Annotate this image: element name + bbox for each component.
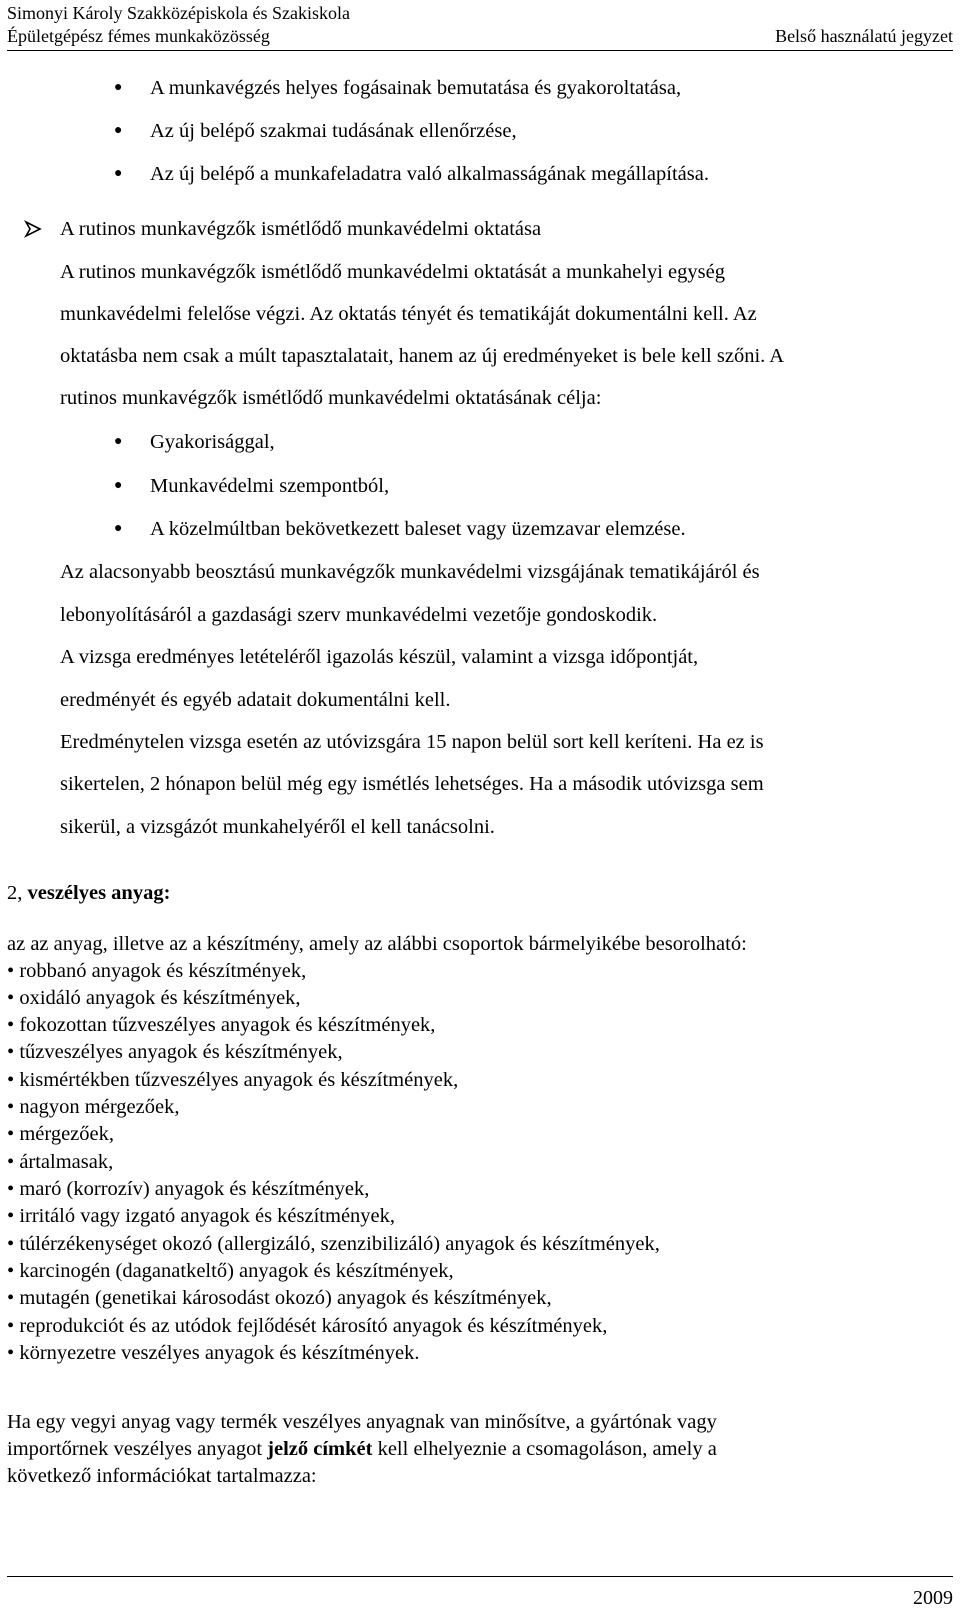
- paragraph-line: lebonyolításáról a gazdasági szerv munkavédelmi vezetője gondoskodik.: [60, 604, 658, 626]
- substance-item: • ártalmasak,: [7, 1151, 114, 1173]
- intro-line: az az anyag, illetve az a készítmény, amely az alábbi csoportok bármelyikébe besorolható:: [7, 933, 747, 955]
- substance-item: • robbanó anyagok és készítmények,: [7, 960, 307, 982]
- paragraph-line: munkavédelmi felelőse végzi. Az oktatás tényét és tematikáját dokumentálni kell. Az: [60, 303, 757, 325]
- list1-item: A munkavégzés helyes fogásainak bemutatása és gyakoroltatása,: [150, 77, 682, 99]
- heading-number: 2,: [7, 882, 28, 904]
- bullet-icon: ●: [114, 166, 123, 181]
- substance-item: • oxidáló anyagok és készítmények,: [7, 987, 301, 1009]
- heading-veszelyes-anyag: [7, 881, 170, 905]
- list2-item: A közelmúltban bekövetkezett baleset vagy üzemzavar elemzése.: [150, 518, 686, 540]
- header-school: Simonyi Károly Szakközépiskola és Szakiskola: [7, 3, 350, 23]
- paragraph-line: A rutinos munkavégzők ismétlődő munkavédelmi oktatását a munkahelyi egység: [60, 261, 725, 283]
- bullet-icon: ●: [114, 478, 123, 493]
- list1-item: Az új belépő szakmai tudásának ellenőrzése,: [150, 120, 517, 142]
- paragraph-line: eredményét és egyéb adatait dokumentálni kell.: [60, 689, 451, 711]
- heading-title: veszélyes anyag:: [27, 882, 171, 904]
- substance-item: • mérgezőek,: [7, 1123, 114, 1145]
- substance-item: • maró (korrozív) anyagok és készítmények,: [7, 1178, 370, 1200]
- substance-item: • mutagén (genetikai károsodást okozó) anyagok és készítmények,: [7, 1287, 552, 1309]
- substance-item: • irritáló vagy izgató anyagok és készítmények,: [7, 1205, 396, 1227]
- list2-item: Munkavédelmi szempontból,: [150, 475, 390, 497]
- paragraph-line: sikerül, a vizsgázót munkahelyéről el kell tanácsolni.: [60, 816, 495, 838]
- paragraph-line: rutinos munkavégzők ismétlődő munkavédelmi oktatásának célja:: [60, 387, 602, 409]
- paragraph-line: A vizsga eredményes letételéről igazolás készül, valamint a vizsga időpontját,: [60, 646, 699, 668]
- list2-item: Gyakorisággal,: [150, 431, 275, 453]
- substance-item: • túlérzékenységet okozó (allergizáló, szenzibilizáló) anyagok és készítmények,: [7, 1233, 660, 1255]
- bullet-icon: ●: [114, 80, 123, 95]
- header-note: Belső használatú jegyzet: [775, 26, 953, 46]
- paragraph-line: sikertelen, 2 hónapon belül még egy ismétlés lehetséges. Ha a második utóvizsga sem: [60, 773, 764, 795]
- final-line: következő információkat tartalmazza:: [7, 1465, 317, 1487]
- paragraph-line: Eredménytelen vizsga esetén az utóvizsgára 15 napon belül sort kell keríteni. Ha ez is: [60, 731, 764, 753]
- substance-item: • tűzveszélyes anyagok és készítmények,: [7, 1041, 343, 1063]
- bullet-icon: ●: [114, 521, 123, 536]
- footer-year: 2009: [913, 1587, 953, 1609]
- paragraph-line: Az alacsonyabb beosztású munkavégzők munkavédelmi vizsgájának tematikájáról és: [60, 561, 760, 583]
- bullet-icon: ●: [114, 123, 123, 138]
- header-department: Épületgépész fémes munkaközösség: [7, 26, 270, 46]
- final-line: importőrnek veszélyes anyagot jelző címkét kell elhelyeznie a csomagoláson, amely a: [7, 1438, 717, 1460]
- section-heading: A rutinos munkavégzők ismétlődő munkavédelmi oktatása: [60, 218, 542, 240]
- final-line: Ha egy vegyi anyag vagy termék veszélyes anyagnak van minősítve, a gyártónak vagy: [7, 1411, 717, 1433]
- substance-item: • fokozottan tűzveszélyes anyagok és készítmények,: [7, 1014, 436, 1036]
- substance-item: • kismértékben tűzveszélyes anyagok és készítmények,: [7, 1069, 459, 1091]
- list1-item: Az új belépő a munkafeladatra való alkalmasságának megállapítása.: [150, 163, 709, 185]
- footer-divider: [7, 1576, 953, 1577]
- substance-item: • reprodukciót és az utódok fejlődését károsító anyagok és készítmények,: [7, 1315, 608, 1337]
- bullet-icon: ●: [114, 434, 123, 449]
- paragraph-line: oktatásba nem csak a múlt tapasztalatait, hanem az új eredményeket is bele kell szőni. A: [60, 345, 785, 367]
- substance-item: • nagyon mérgezőek,: [7, 1096, 180, 1118]
- arrowhead-bullet-icon: [24, 220, 42, 238]
- label-emphasis: jelző címkét: [267, 1438, 373, 1460]
- substance-item: • karcinogén (daganatkeltő) anyagok és készítmények,: [7, 1260, 454, 1282]
- substance-item: • környezetre veszélyes anyagok és készítmények.: [7, 1342, 420, 1364]
- header-divider: [7, 50, 953, 51]
